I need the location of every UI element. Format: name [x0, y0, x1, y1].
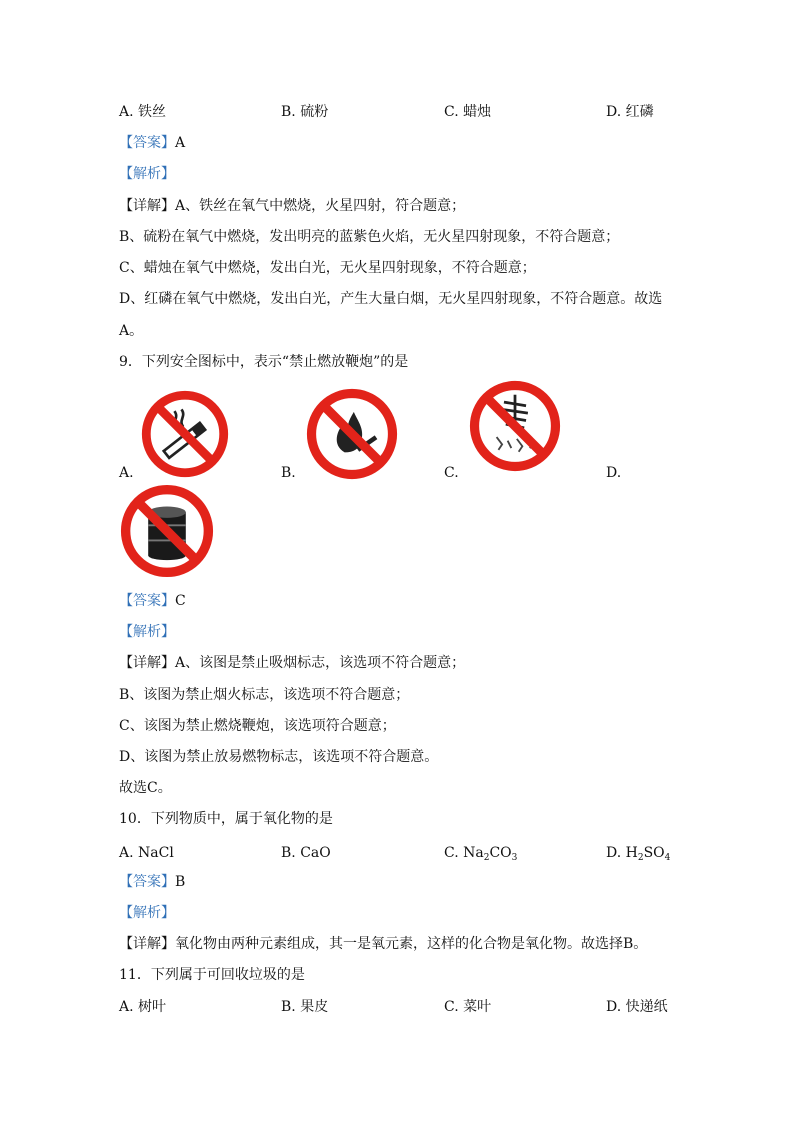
q9-detail-line: C、该图为禁止燃烧鞭炮，该选项符合题意； [119, 718, 396, 734]
q10-stem: 10．下列物质中，属于氧化物的是 [119, 811, 333, 827]
q10-answer [119, 872, 185, 892]
q8-detail-line: A。 [119, 323, 144, 339]
q10-options [119, 843, 679, 863]
detail-text: 氧化物由两种元素组成，其一是氧元素，这样的化合物是氧化物。故选择B。 [175, 936, 648, 952]
answer-label: 【答案】 [119, 135, 175, 151]
q11-option-b: B. 果皮 [281, 999, 329, 1015]
q10-analysis-label: 【解析】 [119, 905, 175, 921]
q9-detail-line [119, 653, 465, 673]
q8-option-c: C. 蜡烛 [444, 104, 492, 120]
answer-value: B [175, 874, 186, 890]
q9-option-c: C. [444, 465, 459, 481]
detail-text: A、该图是禁止吸烟标志，该选项不符合题意； [175, 655, 466, 671]
q9-option-b: B. [281, 465, 296, 481]
q8-option-b: B. 硫粉 [281, 104, 329, 120]
q11-stem: 11．下列属于可回收垃圾的是 [119, 967, 305, 983]
q8-option-d: D. 红磷 [606, 104, 654, 120]
no-flammable-barrel-icon [120, 484, 214, 578]
q9-option-a: A. [119, 465, 134, 481]
detail-label: 【详解】 [119, 655, 175, 671]
no-firecrackers-icon [469, 380, 561, 472]
q9-analysis-label: 【解析】 [119, 624, 175, 640]
q10-option-c: C. $Na_2CO_3$ [444, 845, 518, 863]
q8-detail-line: B、硫粉在氧气中燃烧，发出明亮的蓝紫色火焰，无火星四射现象，不符合题意； [119, 229, 620, 245]
q9-detail-line: B、该图为禁止烟火标志，该选项不符合题意； [119, 687, 410, 703]
q8-option-a: A. 铁丝 [119, 104, 167, 120]
q8-detail-line [119, 196, 465, 216]
q8-options [119, 102, 679, 122]
q11-option-d: D. 快递纸 [606, 999, 668, 1015]
q10-detail-line [119, 934, 647, 954]
answer-value: A [175, 135, 186, 151]
detail-text: A、铁丝在氧气中燃烧，火星四射，符合题意； [175, 198, 466, 214]
answer-label: 【答案】 [119, 593, 175, 609]
q11-option-c: C. 菜叶 [444, 999, 492, 1015]
q9-option-labels [119, 463, 679, 483]
q9-detail-line: D、该图为禁止放易燃物标志，该选项不符合题意。 [119, 749, 439, 765]
q11-option-a: A. 树叶 [119, 999, 167, 1015]
answer-label: 【答案】 [119, 874, 175, 890]
q9-option-d: D. [606, 465, 622, 481]
q8-analysis-label: 【解析】 [119, 166, 175, 182]
q10-option-d: D. $H_2SO_4$ [606, 845, 671, 863]
q8-detail-line: C、蜡烛在氧气中燃烧，发出白光，无火星四射现象，不符合题意； [119, 260, 536, 276]
answer-value: C [175, 593, 186, 609]
q9-detail-line: 故选C。 [119, 780, 172, 796]
q8-detail-line: D、红磷在氧气中燃烧，发出白光，产生大量白烟，无火星四射现象，不符合题意。故选 [119, 291, 663, 307]
q10-option-a: A. NaCl [119, 845, 174, 861]
q11-options [119, 997, 679, 1017]
q8-answer [119, 133, 185, 153]
q9-stem: 9．下列安全图标中，表示“禁止燃放鞭炮”的是 [119, 354, 409, 370]
q10-option-b: B. CaO [281, 845, 331, 861]
q9-answer [119, 591, 186, 611]
detail-label: 【详解】 [119, 198, 175, 214]
detail-label: 【详解】 [119, 936, 175, 952]
